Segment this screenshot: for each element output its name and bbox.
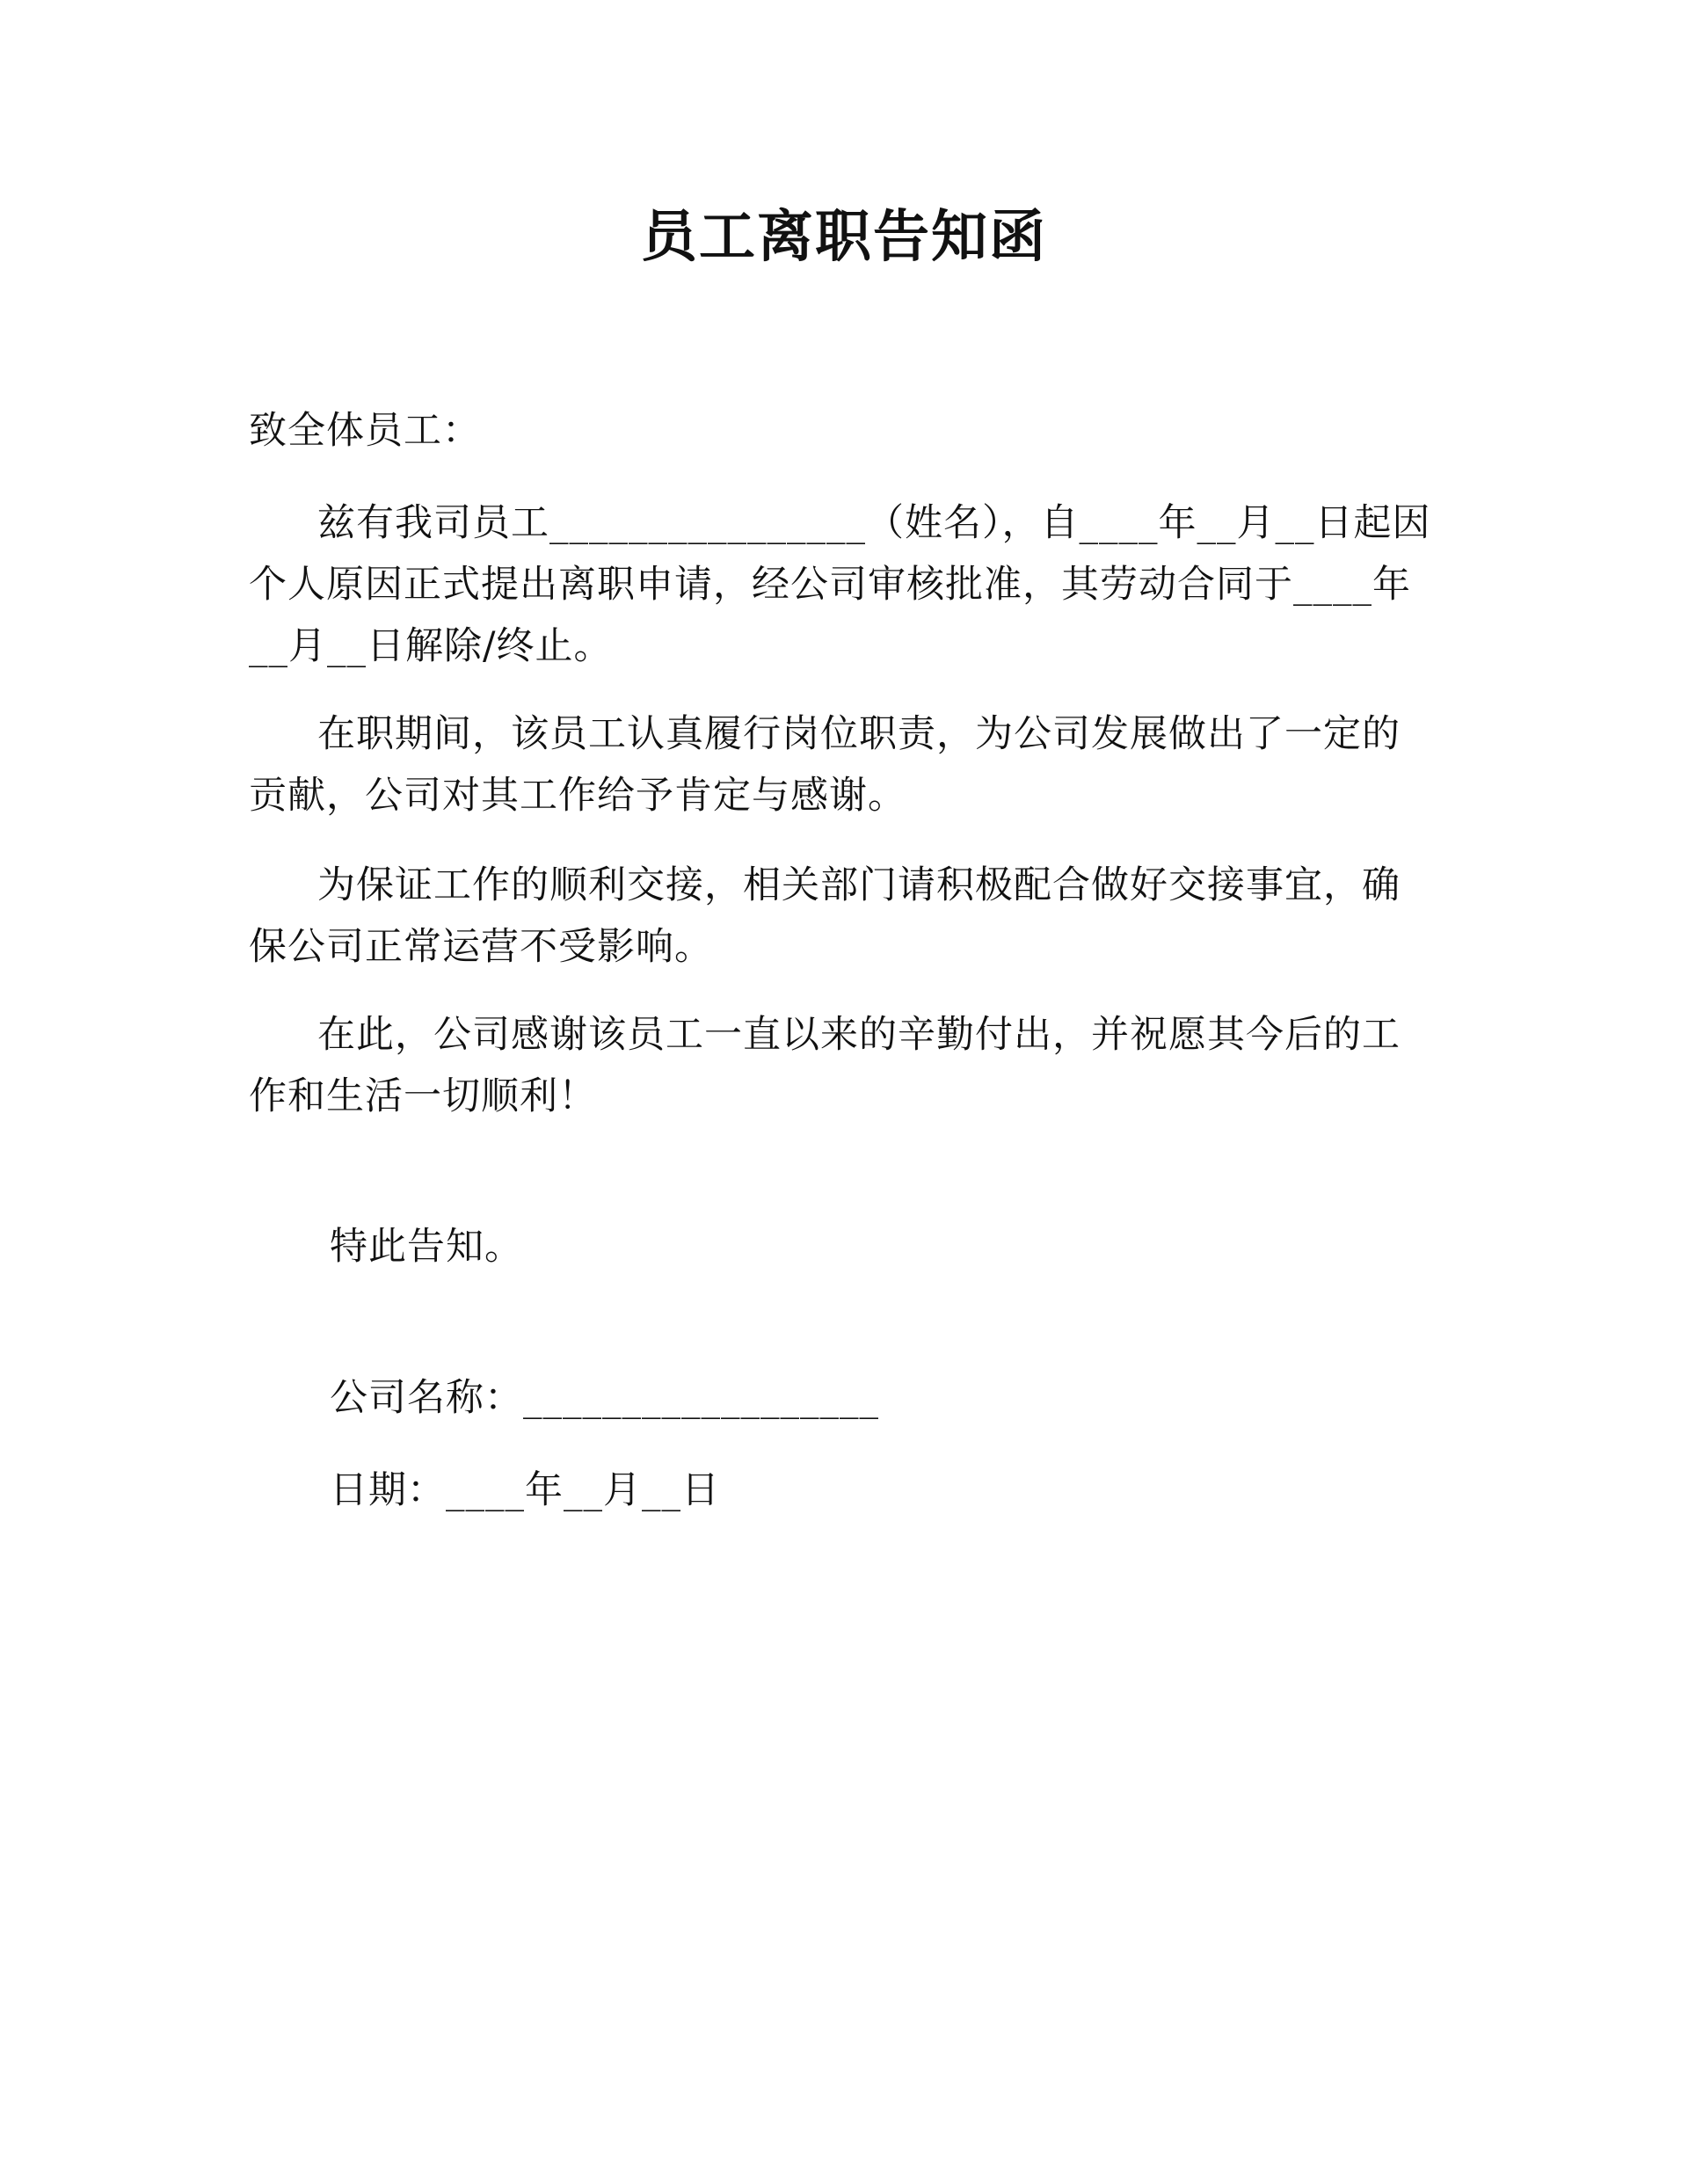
company-name-line: 公司名称：__________________ bbox=[330, 1376, 879, 1420]
document-title: 员工离职告知函 bbox=[641, 204, 1047, 270]
notice-line: 特此告知。 bbox=[330, 1225, 523, 1269]
paragraph-2 bbox=[249, 703, 1431, 826]
date-line: 日期：____年__月__日 bbox=[330, 1468, 720, 1512]
salutation: 致全体员工： bbox=[249, 409, 481, 453]
paragraph-1 bbox=[249, 492, 1431, 677]
paragraph-3 bbox=[249, 855, 1431, 978]
paragraph-text: 兹有我司员工________________（姓名），自____年__月__日起因个人原因正式提出离职申请，经公司审核批准，其劳动合同于____年__月__日解除/终止。 bbox=[249, 501, 1431, 668]
paragraph-4 bbox=[249, 1004, 1431, 1127]
paragraph-text: 在职期间，该员工认真履行岗位职责，为公司发展做出了一定的贡献，公司对其工作给予肯定与感谢。 bbox=[249, 712, 1401, 818]
paragraph-text: 在此，公司感谢该员工一直以来的辛勤付出，并祝愿其今后的工作和生活一切顺利！ bbox=[249, 1013, 1401, 1118]
paragraph-text: 为保证工作的顺利交接，相关部门请积极配合做好交接事宜，确保公司正常运营不受影响。 bbox=[249, 863, 1401, 969]
